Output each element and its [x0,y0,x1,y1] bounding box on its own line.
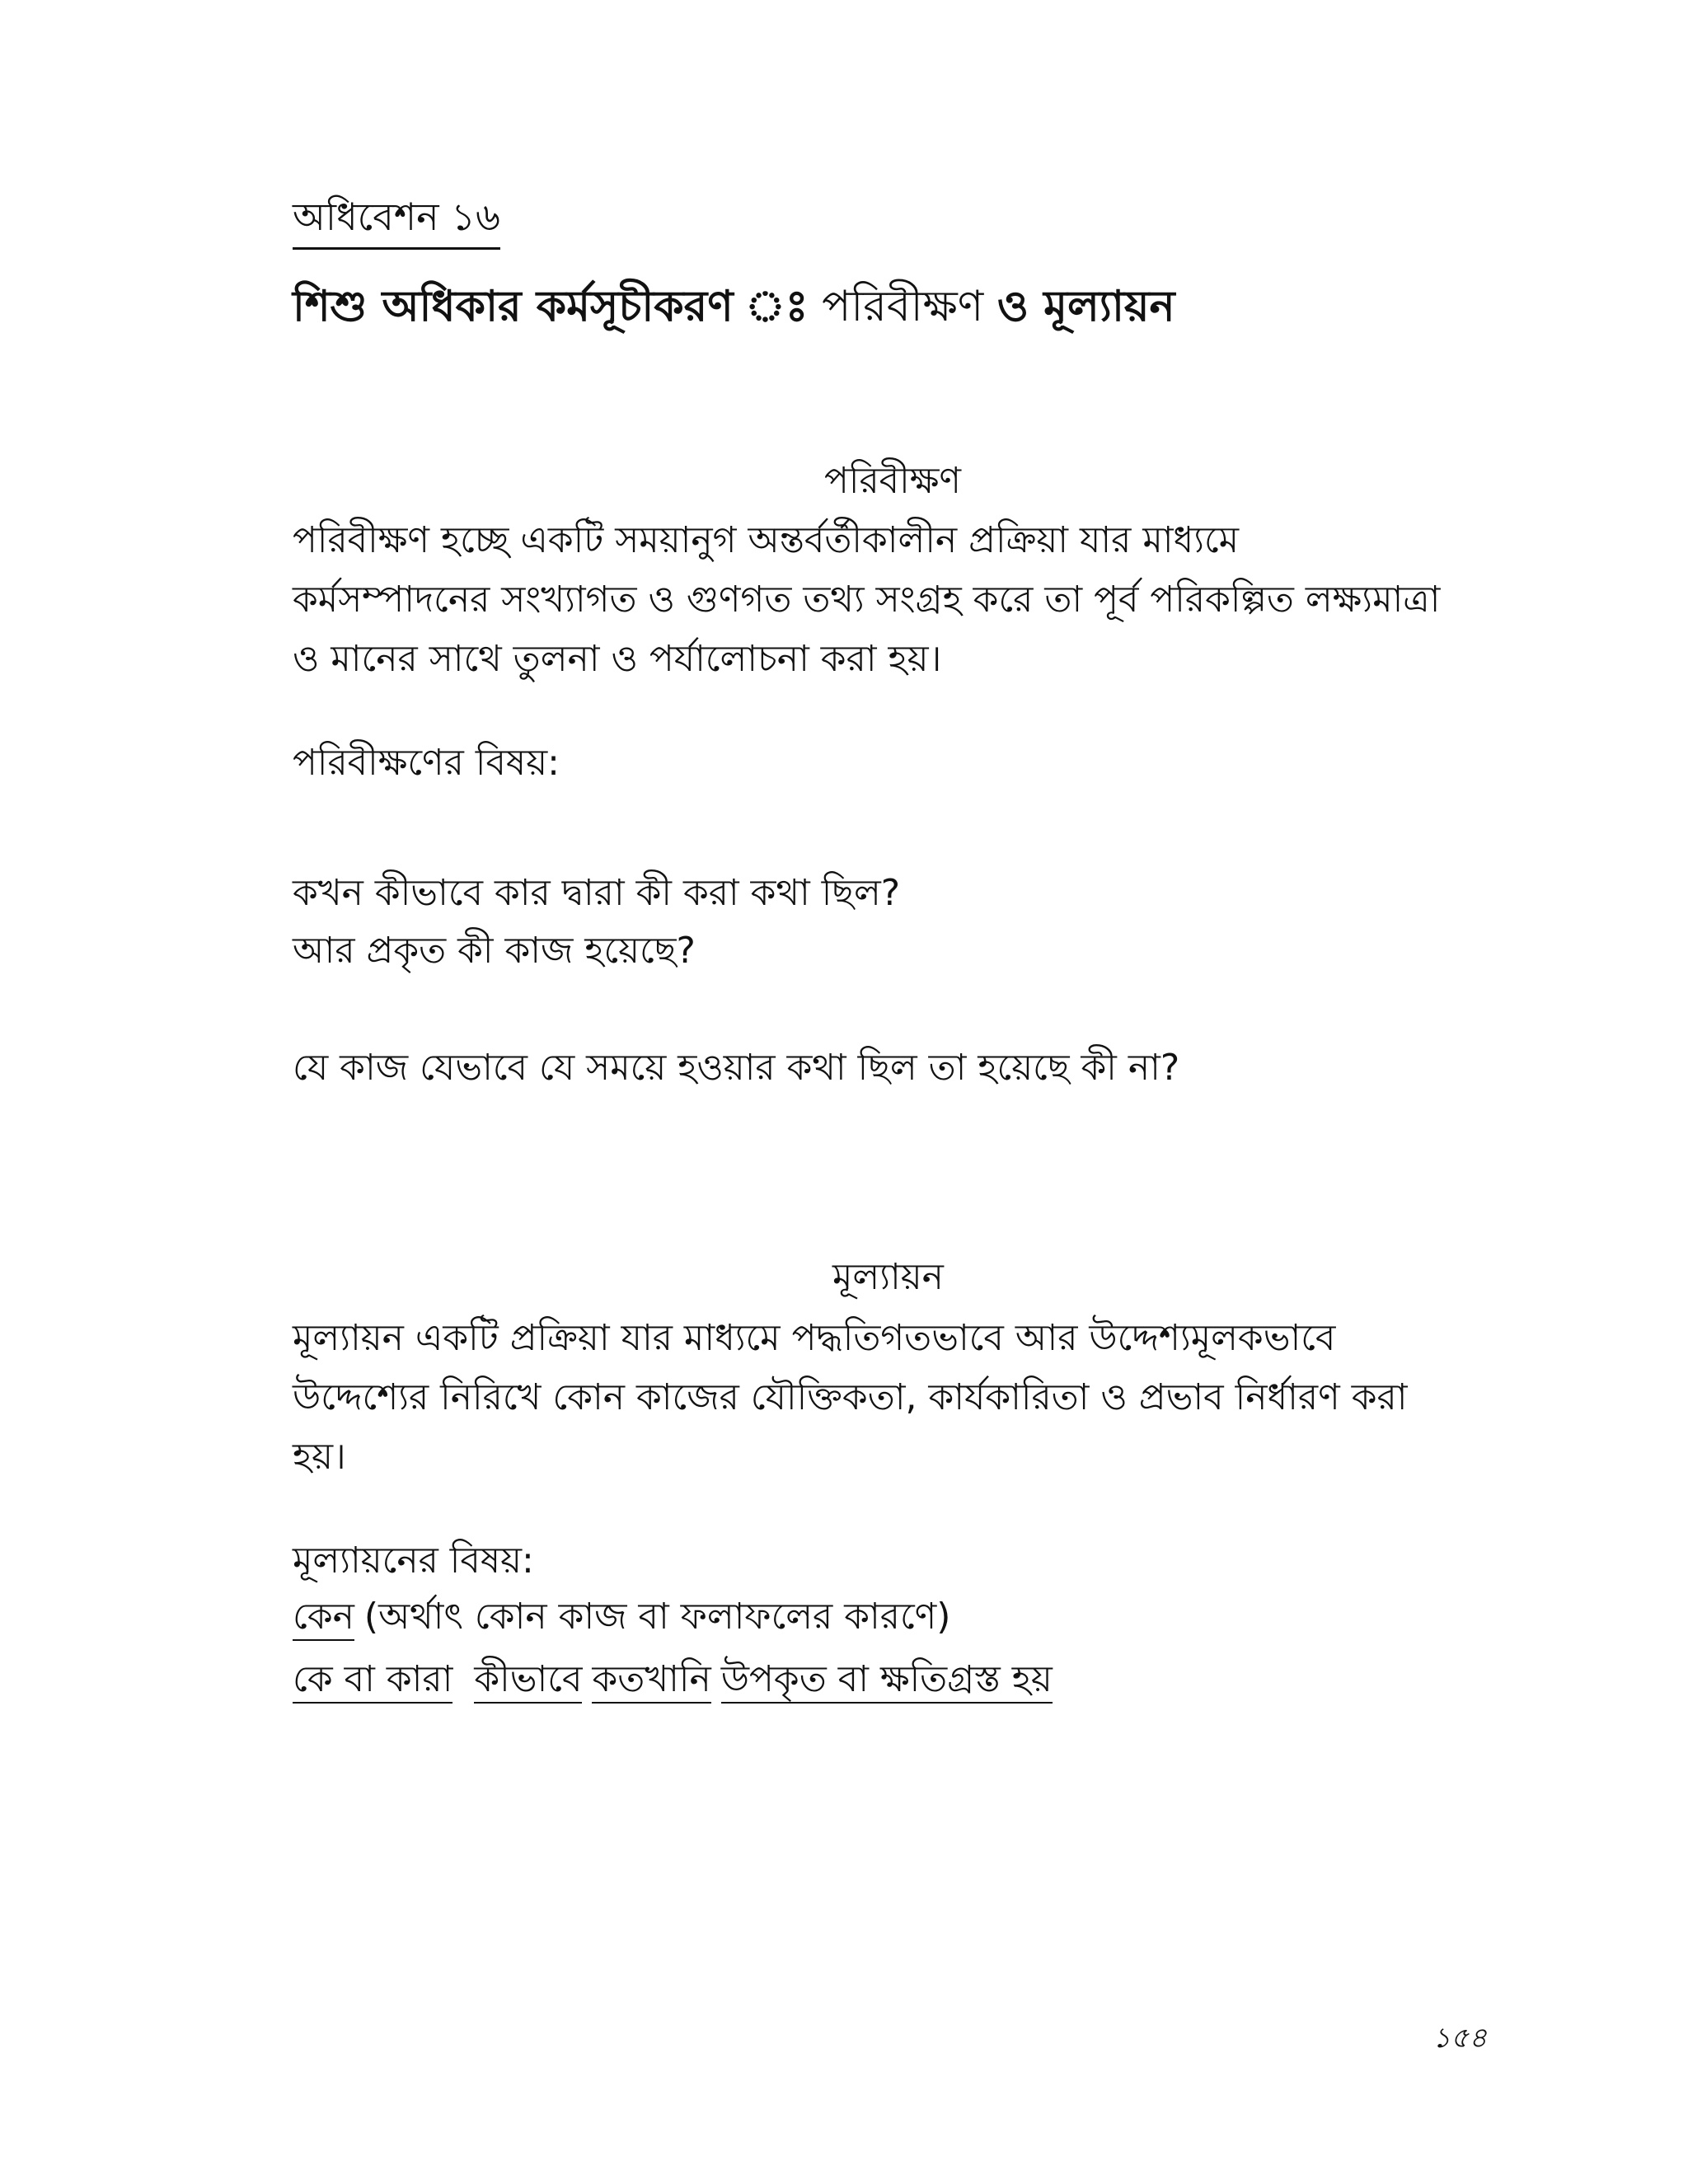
monitoring-question: আর প্রকৃত কী কাজ হয়েছে? [293,930,696,972]
monitoring-heading: পরিবীক্ষণ [824,460,961,502]
why-note: (অর্থাৎ কোন কাজ বা ফলাফলের কারণে) [363,1596,951,1638]
evaluation-line: মূল্যায়ন একটি প্রক্রিয়া যার মাধ্যমে পদ্ধতিগতভাবে আর উদ্দেশ্যমূলকভাবে [293,1317,1336,1359]
evaluation-subject-label: মূল্যায়নের বিষয়: [293,1540,534,1582]
evaluation-line: উদ্দেশ্যের নিরিখে কোন কাজের যৌক্তিকতা, কার্যকারিতা ও প্রভাব নির্ধারণ করা [293,1376,1408,1418]
how-much-term: কতখানি [592,1658,710,1704]
evaluation-heading: মূল্যায়ন [832,1256,944,1298]
monitoring-question: কখন কীভাবে কার দ্বারা কী করা কথা ছিল? [293,872,901,914]
monitoring-definition [293,511,1440,689]
title-bold-tail: ও মূল্যায়ন [996,282,1175,331]
monitoring-subject-label: পরিবীক্ষণের বিষয়: [293,742,560,784]
who-term: কে বা কারা [293,1658,452,1704]
evaluation-line: হয়। [293,1436,346,1478]
page-title [293,274,1175,340]
monitoring-line: ও মানের সাথে তুলনা ও পর্যালোচনা করা হয়। [293,638,942,680]
monitoring-line: পরিবীক্ষণ হচ্ছে একটি সময়ানুগ অন্তর্বর্তীকালীন প্রক্রিয়া যার মাধ্যমে [293,519,1240,561]
monitoring-question: যে কাজ যেভাবে যে সময়ে হওয়ার কথা ছিল তা হয়েছে কী না? [293,1047,1180,1089]
title-bold-part: শিশু অধিকার কর্মসূচীকরণ ঃ [293,282,809,331]
page-number: ১৫৪ [1432,2022,1488,2055]
session-label: অধিবেশন ১৬ [293,188,500,250]
evaluation-why-row [293,1591,950,1643]
outcome-term: উপকৃত বা ক্ষতিগ্রস্ত হয় [721,1658,1053,1704]
evaluation-who-row [293,1653,1053,1706]
evaluation-definition [293,1309,1407,1487]
why-term: কেন [293,1596,354,1641]
title-normal-part: পরিবীক্ষণ [822,282,984,331]
how-term: কীভাবে [474,1658,582,1704]
monitoring-line: কর্মসম্পাদনের সংখ্যাগত ও গুণগত তথ্য সংগ্রহ করে তা পূর্ব পরিকল্পিত লক্ষ্যমাত্রা [293,579,1441,621]
